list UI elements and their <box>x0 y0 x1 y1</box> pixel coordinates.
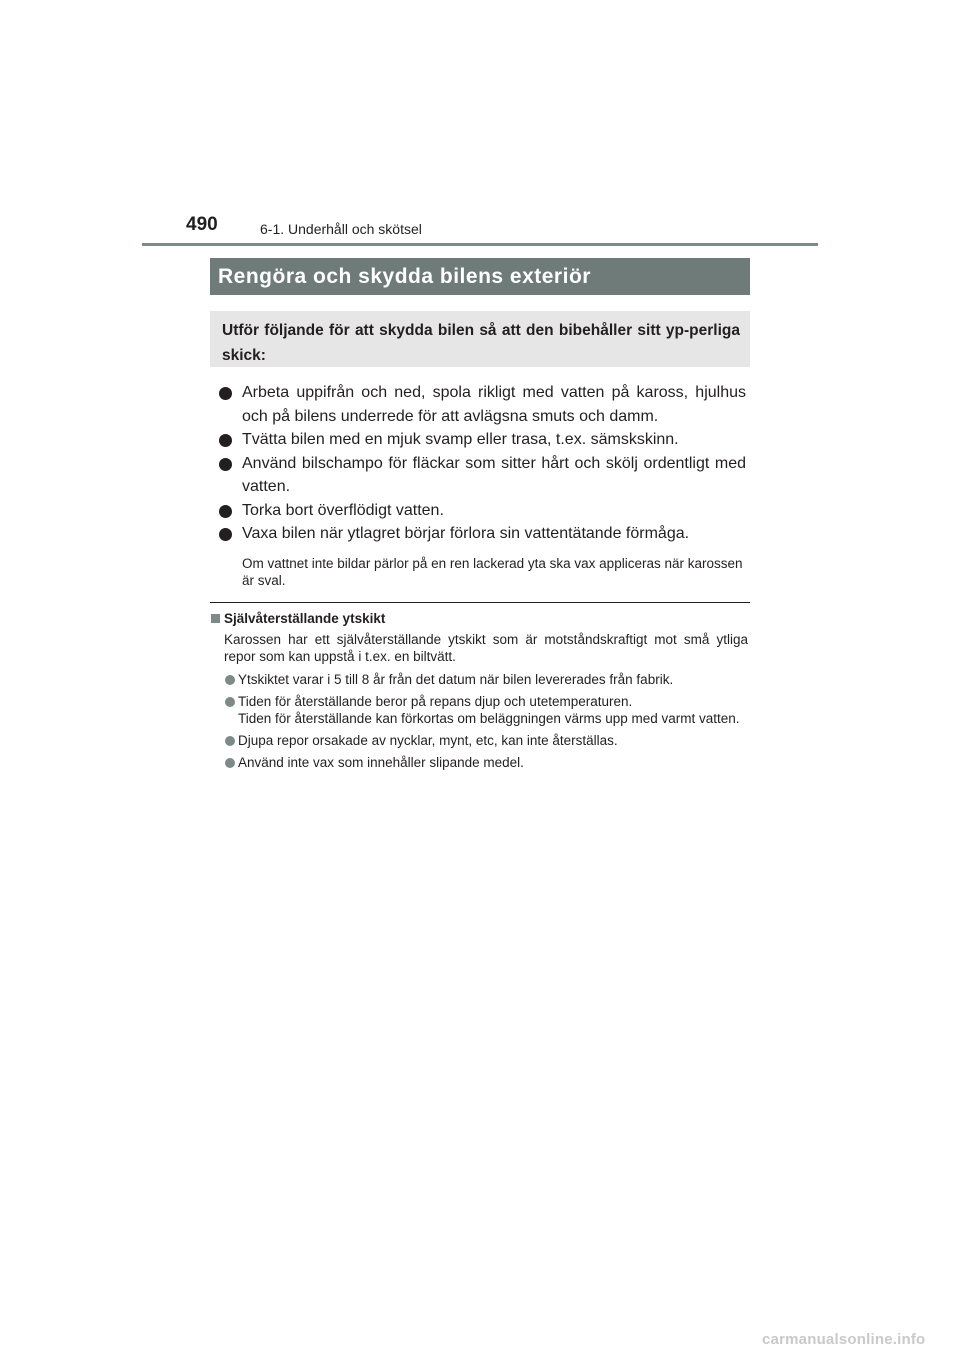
intro-text: Utför följande för att skydda bilen så att den bibehåller sitt yp-perliga skick: <box>222 322 740 364</box>
list-item-text: Torka bort överflödigt vatten. <box>242 501 444 519</box>
sub-heading <box>211 611 385 626</box>
list-item <box>224 732 750 749</box>
title-bar <box>210 258 750 295</box>
bullet-list <box>218 381 746 546</box>
list-item <box>224 671 750 688</box>
section-label: 6-1. Underhåll och skötsel <box>260 221 422 237</box>
list-item-text: Vaxa bilen när ytlagret börjar förlora sin vattentätande förmåga. <box>242 525 690 542</box>
page-title: Rengöra och skydda bilens exteriör <box>218 264 591 288</box>
list-item <box>218 381 746 428</box>
list-item-text: Tiden för återställande beror på repans djup och utetemperaturen. <box>238 694 633 709</box>
bullet-icon <box>219 458 232 471</box>
sub-bullet-list <box>224 671 750 776</box>
list-item-text: Ytskiktet varar i 5 till 8 år från det datum när bilen levererades från fabrik. <box>238 672 674 687</box>
sub-heading-text: Självåterställande ytskikt <box>224 611 386 626</box>
list-item-text: Arbeta uppifrån och ned, spola rikligt med vatten på kaross, hjulhus och på bilens underrede för att avlägsna smuts och damm. <box>242 384 746 425</box>
list-item <box>224 754 750 771</box>
list-item <box>224 693 750 727</box>
square-bullet-icon <box>211 614 220 623</box>
watermark: carmanualsonline.info <box>762 1331 926 1348</box>
bullet-icon <box>225 697 235 707</box>
list-item-text: Använd bilschampo för fläckar som sitter hårt och skölj ordentligt med vatten. <box>242 454 746 495</box>
bullet-icon <box>225 758 235 768</box>
list-item <box>218 452 746 499</box>
list-item-text: Använd inte vax som innehåller slipande medel. <box>238 755 524 770</box>
list-item-extra: Tiden för återställande kan förkortas om beläggningen värms upp med varmt vatten. <box>238 711 740 726</box>
list-item <box>218 428 746 452</box>
sub-body: Karossen har ett självåterställande ytskikt som är motståndskraftigt mot små ytliga repor som kan uppstå i t.ex. en biltvätt. <box>224 632 748 664</box>
bullet-icon <box>225 675 235 685</box>
intro-box <box>210 311 750 367</box>
bullet-icon <box>219 528 232 541</box>
note-text: Om vattnet inte bildar pärlor på en ren lackerad yta ska vax appliceras när karossen är sval. <box>242 556 743 588</box>
header-rule <box>142 243 818 246</box>
list-item-text: Tvätta bilen med en mjuk svamp eller trasa, t.ex. sämskskinn. <box>242 431 679 448</box>
list-item <box>218 499 746 523</box>
list-item <box>218 522 746 546</box>
list-item-text: Djupa repor orsakade av nycklar, mynt, etc, kan inte återställas. <box>238 733 618 748</box>
bullet-icon <box>219 505 232 518</box>
bullet-icon <box>219 387 232 400</box>
page-number: 490 <box>186 214 218 235</box>
section-divider <box>210 602 750 603</box>
bullet-icon <box>219 434 232 447</box>
bullet-icon <box>225 736 235 746</box>
